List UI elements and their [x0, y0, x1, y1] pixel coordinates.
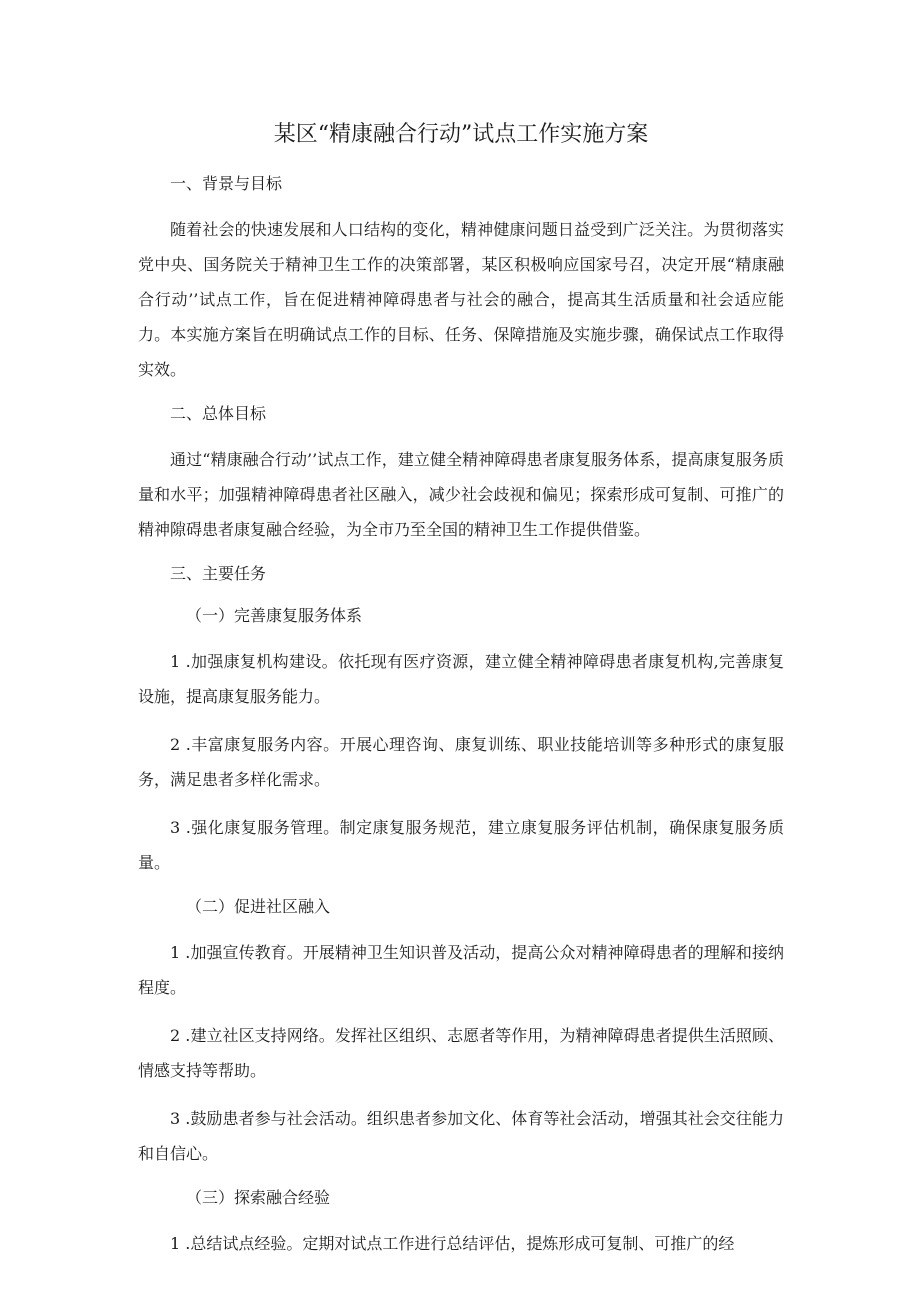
section-heading-overall-goal: 二、总体目标: [170, 404, 267, 423]
list-item: 3 .强化康复服务管理。制定康复服务规范，建立康复服务评估机制，确保康复服务质量。: [138, 818, 784, 872]
document-page: [138, 118, 784, 1274]
subsection-heading-community-integration: （二）促进社区融入: [186, 897, 331, 916]
section-heading-background: 一、背景与目标: [170, 174, 283, 193]
paragraph-background: 随着社会的快速发展和人口结构的变化，精神健康问题日益受到广泛关注。为贯彻落实党中央、国务院关于精神卫生工作的决策部署，某区积极响应国家号召，决定开展“精康融合行动’’试点工作，旨在促进精神障碍患者与社会的融合，提高其生活质量和社会适应能力。本实施方案旨在明确试点工作的目标、任务、保障措施及实施步骤，确保试点工作取得实效。: [138, 220, 784, 379]
list-item: 1 .加强宣传教育。开展精神卫生知识普及活动，提高公众对精神障碍患者的理解和接纳程度。: [138, 943, 784, 997]
list-item: 2 .丰富康复服务内容。开展心理咨询、康复训练、职业技能培训等多种形式的康复服务，满足患者多样化需求。: [138, 735, 784, 789]
document-title: 某区“精康融合行动”试点工作实施方案: [273, 122, 649, 147]
section-heading-main-tasks: 三、主要任务: [170, 564, 267, 583]
paragraph-overall-goal: 通过“精康融合行动’’试点工作，建立健全精神障碍患者康复服务体系，提高康复服务质量和水平；加强精神障碍患者社区融入，减少社会歧视和偏见；探索形成可复制、可推广的精神隙碍患者康复融合经验，为全市乃至全国的精神卫生工作提供借鉴。: [138, 450, 784, 539]
subsection-heading-explore-experience: （三）探索融合经验: [186, 1188, 331, 1207]
subsection-heading-rehab-system: （一）完善康复服务体系: [186, 606, 363, 625]
list-item: 3 .鼓励患者参与社会活动。组织患者参加文化、体育等社会活动，增强其社会交往能力和自信心。: [138, 1109, 784, 1163]
list-item: 1 .加强康复机构建设。依托现有医疗资源，建立健全精神障碍患者康复机构,完善康复设施，提高康复服务能力。: [138, 652, 784, 706]
list-item: 1 .总结试点经验。定期对试点工作进行总结评估，提炼形成可复制、可推广的经: [170, 1234, 735, 1253]
list-item: 2 .建立社区支持网络。发挥社区组织、志愿者等作用，为精神障碍患者提供生活照顾、情感支持等帮助。: [138, 1026, 784, 1080]
